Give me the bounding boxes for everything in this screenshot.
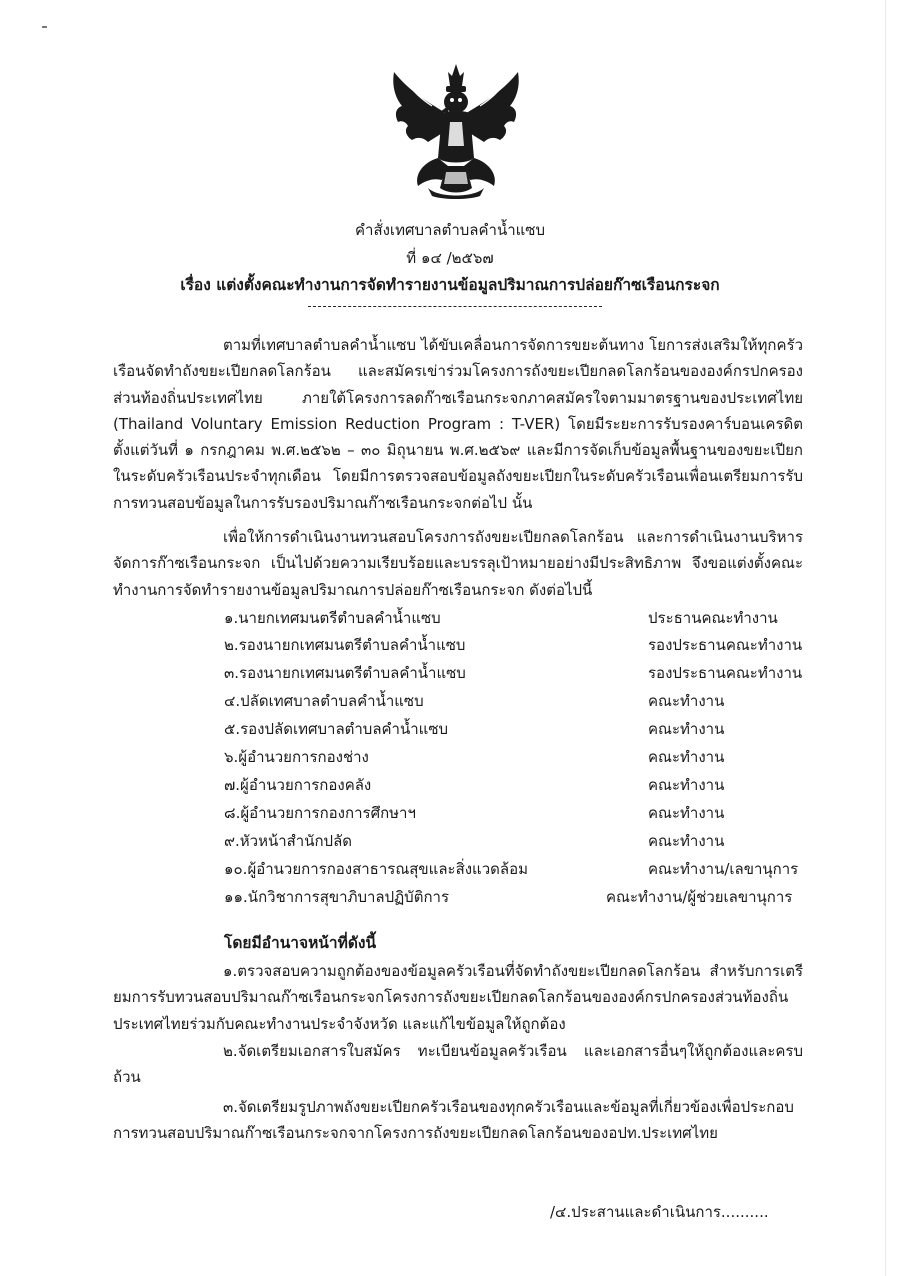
member-row — [0, 606, 900, 632]
member-position: ๑๑.นักวิชาการสุขาภิบาลปฏิบัติการ — [224, 888, 450, 906]
member-row — [0, 829, 900, 855]
member-row — [0, 717, 900, 743]
member-row — [0, 745, 900, 771]
member-position: ๘.ผู้อำนวยการกองการศึกษาฯ — [224, 804, 416, 822]
intro-paragraph: ตามที่เทศบาลตำบลคำน้ำแซบ ได้ขับเคลื่อนการจัดการขยะต้นทาง โยการส่งเสริมให้ทุกครัวเรือนจัดทำถังขยะเปียกลดโลกร้อน และสมัครเข่าร่วมโครงการถังขยะเปียกลดโลกร้อนขององค์กรปกครองส่วนท้องถิ่นประเทศไทย ภายใต้โครงการลดก๊าซเรือนกระจกภาคสมัครใจตามมาตรฐานของประเทศไทย (Thailand Voluntary Emission Reduction Program : T-VER) โดยมีระยะการรับรองคาร์บอนเครดิตตั้งแต่วันที่ ๑ กรกฎาคม พ.ศ.๒๕๖๒ – ๓๐ มิถุนายน พ.ศ.๒๕๖๙ และมีการจัดเก็บข้อมูลพื้นฐานของขยะเปียกในระดับครัวเรือนประจำทุกเดือน โดยมีการตรวจสอบข้อมูลถังขยะเปียกในระดับครัวเรือนเพื่อนเตรียมการรับการทวนสอบข้อมูลในการรับรองปริมาณก๊าซเรือนกระจกต่อไป นั้น — [113, 336, 803, 512]
member-position: ๗.ผู้อำนวยการกองคลัง — [224, 776, 372, 794]
scan-speck — [42, 26, 47, 28]
member-role: คณะทำงาน/ผู้ช่วยเลขานุการ — [606, 888, 793, 906]
duty-item: ๒.จัดเตรียมเอกสารใบสมัคร ทะเบียนข้อมูลครัวเรือน และเอกสารอื่นๆให้ถูกต้องและครบถ้วน — [113, 1042, 803, 1087]
member-role: คณะทำงาน — [648, 776, 725, 794]
member-position: ๙.หัวหน้าสำนักปลัด — [224, 832, 352, 850]
member-position: ๑.นายกเทศมนตรีตำบลคำน้ำแซบ — [224, 609, 441, 627]
member-position: ๑๐.ผู้อำนวยการกองสาธารณสุขและสิ่งแวดล้อม — [224, 860, 528, 878]
member-role: คณะทำงาน — [648, 692, 725, 710]
continuation-note: /๔.ประสานและดำเนินการ.......... — [550, 1203, 769, 1221]
duty-item: ๑.ตรวจสอบความถูกต้องของข้อมูลครัวเรือนที่จัดทำถังขยะเปียกลดโลกร้อน สำหรับการเตรียมการรับทวนสอบปริมาณก๊าซเรือนกระจกโครงการถังขยะเปียกลดโลกร้อนขององค์กรปกครองส่วนท้องถิ่น ประเทศไทยร่วมกับคณะทำงานประจำจังหวัด และแก้ไขข้อมูลให้ถูกต้อง — [113, 962, 803, 1033]
title-divider — [308, 306, 602, 307]
member-row — [0, 689, 900, 715]
member-row — [0, 885, 900, 911]
member-role: รองประธานคณะทำงาน — [648, 664, 803, 682]
member-row — [0, 857, 900, 883]
member-position: ๔.ปลัดเทศบาลตำบลคำน้ำแซบ — [224, 692, 424, 710]
order-title: คำสั่งเทศบาลตำบลคำน้ำแซบ — [355, 221, 545, 239]
member-role: คณะทำงาน — [648, 804, 725, 822]
member-row — [0, 661, 900, 687]
member-row — [0, 773, 900, 799]
appointment-paragraph: เพื่อให้การดำเนินงานทวนสอบโครงการถังขยะเปียกลดโลกร้อน และการดำเนินงานบริหารจัดการก๊าซเรือนกระจก เป็นไปด้วยความเรียบร้อยและบรรลุเป้าหมายอย่างมีประสิทธิภาพ จึงขอแต่งตั้งคณะทำงานการจัดทำรายงานข้อมูลปริมาณการปล่อยก๊าซเรือนกระจก ดังต่อไปนี้ — [113, 528, 803, 599]
member-role: ประธานคณะทำงาน — [648, 609, 778, 627]
member-role: คณะทำงาน — [648, 720, 725, 738]
member-role: คณะทำงาน/เลขานุการ — [648, 860, 799, 878]
member-position: ๖.ผู้อำนวยการกองช่าง — [224, 748, 369, 766]
duty-item: ๓.จัดเตรียมรูปภาพถังขยะเปียกครัวเรือนของทุกครัวเรือนและข้อมูลที่เกี่ยวข้องเพื่อประกอบการทวนสอบปริมาณก๊าซเรือนกระจกจากโครงการถังขยะเปียกลดโลกร้อนของอปท.ประเทศไทย — [113, 1098, 794, 1143]
duties-heading: โดยมีอำนาจหน้าที่ดังนี้ — [224, 934, 377, 952]
order-subject: เรื่อง แต่งตั้งคณะทำงานการจัดทำรายงานข้อมูลปริมาณการปล่อยก๊าซเรือนกระจก — [180, 276, 720, 294]
garuda-emblem-icon — [388, 62, 524, 200]
member-role: คณะทำงาน — [648, 748, 725, 766]
member-role: คณะทำงาน — [648, 832, 725, 850]
member-row — [0, 633, 900, 659]
order-number: ที่ ๑๔ /๒๕๖๗ — [406, 249, 494, 267]
member-role: รองประธานคณะทำงาน — [648, 636, 803, 654]
member-position: ๕.รองปลัดเทศบาลตำบลคำน้ำแซบ — [224, 720, 449, 738]
member-row — [0, 801, 900, 827]
member-position: ๒.รองนายกเทศมนตรีตำบลคำน้ำแซบ — [224, 636, 466, 654]
member-position: ๓.รองนายกเทศมนตรีตำบลคำน้ำแซบ — [224, 664, 466, 682]
